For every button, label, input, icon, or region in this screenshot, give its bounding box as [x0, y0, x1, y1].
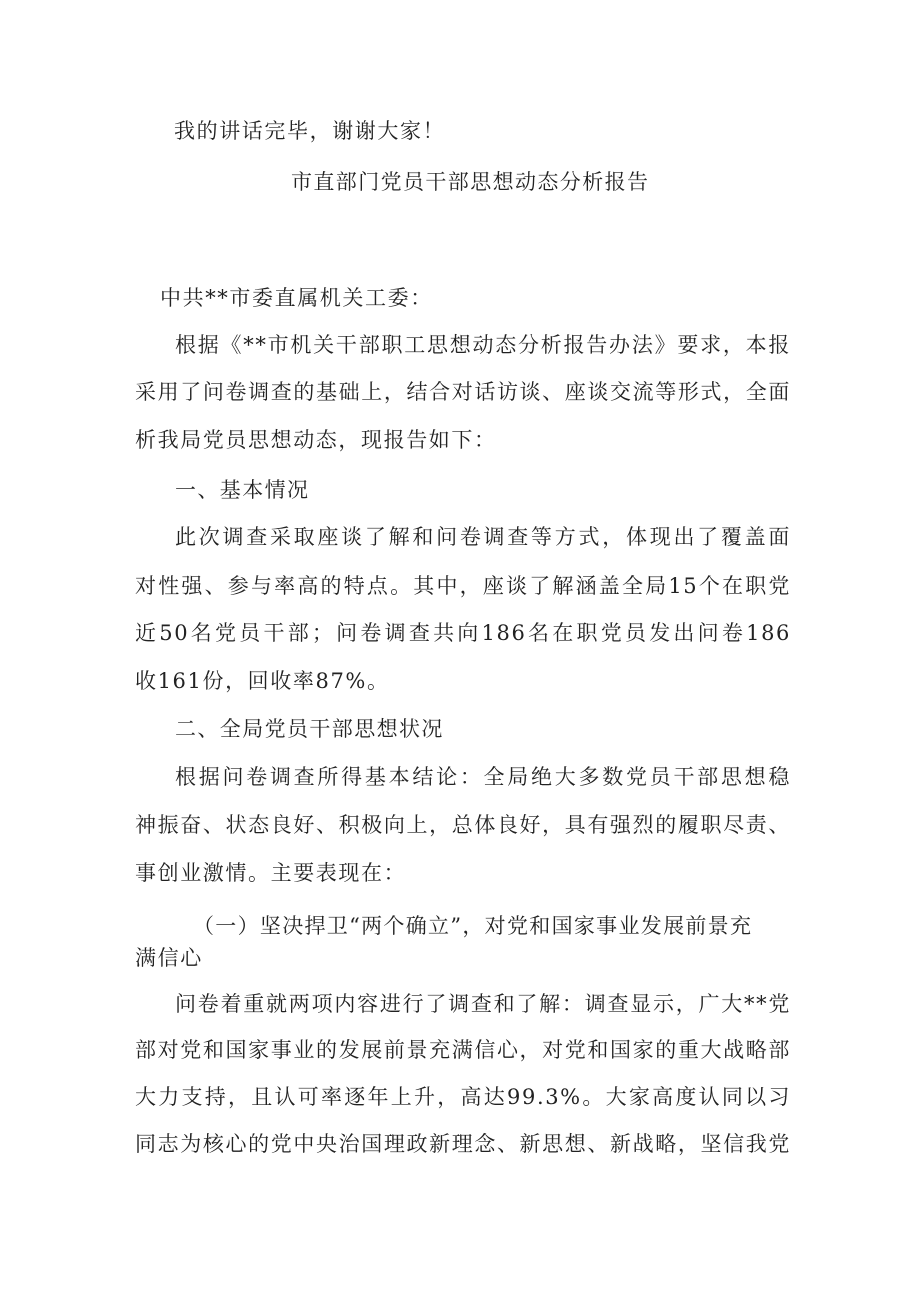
closing-line: 我的讲话完毕，谢谢大家！	[174, 119, 446, 143]
section1-line: 对性强、参与率高的特点。其中，座谈了解涵盖全局15个在职党	[135, 574, 791, 598]
subsection-heading: 满信心	[135, 946, 203, 970]
section2-line: 根据问卷调查所得基本结论：全局绝大多数党员干部思想稳	[175, 765, 791, 789]
section1-line: 收161份，回收率87%。	[135, 669, 390, 693]
subsection-heading: （一）坚决捍卫“两个确立”，对党和国家事业发展前景充	[193, 914, 753, 938]
intro-line: 根据《**市机关干部职工思想动态分析报告办法》要求，本报	[175, 333, 791, 357]
subsection1-line: 同志为核心的党中央治国理政新理念、新思想、新战略，坚信我党	[135, 1132, 791, 1156]
subsection1-line: 大力支持，且认可率逐年上升，高达99.3%。大家高度认同以习	[135, 1085, 791, 1109]
report-title: 市直部门党员干部思想动态分析报告	[291, 170, 650, 194]
subsection1-line: 问卷着重就两项内容进行了调查和了解：调查显示，广大**党	[175, 992, 791, 1016]
section2-line: 神振奋、状态良好、积极向上，总体良好，具有强烈的履职尽责、	[135, 813, 791, 837]
section-heading: 一、基本情况	[175, 478, 310, 502]
recipient-line: 中共**市委直属机关工委：	[160, 286, 433, 310]
section1-line: 近50名党员干部；问卷调查共向186名在职党员发出问卷186	[135, 621, 791, 645]
intro-line: 析我局党员思想动态，现报告如下：	[135, 428, 497, 452]
section2-line: 事创业激情。主要表现在：	[135, 861, 407, 885]
intro-line: 采用了问卷调查的基础上，结合对话访谈、座谈交流等形式，全面	[135, 380, 791, 404]
section1-line: 此次调查采取座谈了解和问卷调查等方式，体现出了覆盖面	[175, 525, 791, 549]
subsection1-line: 部对党和国家事业的发展前景充满信心，对党和国家的重大战略部	[135, 1038, 791, 1062]
section-heading: 二、全局党员干部思想状况	[175, 717, 444, 741]
